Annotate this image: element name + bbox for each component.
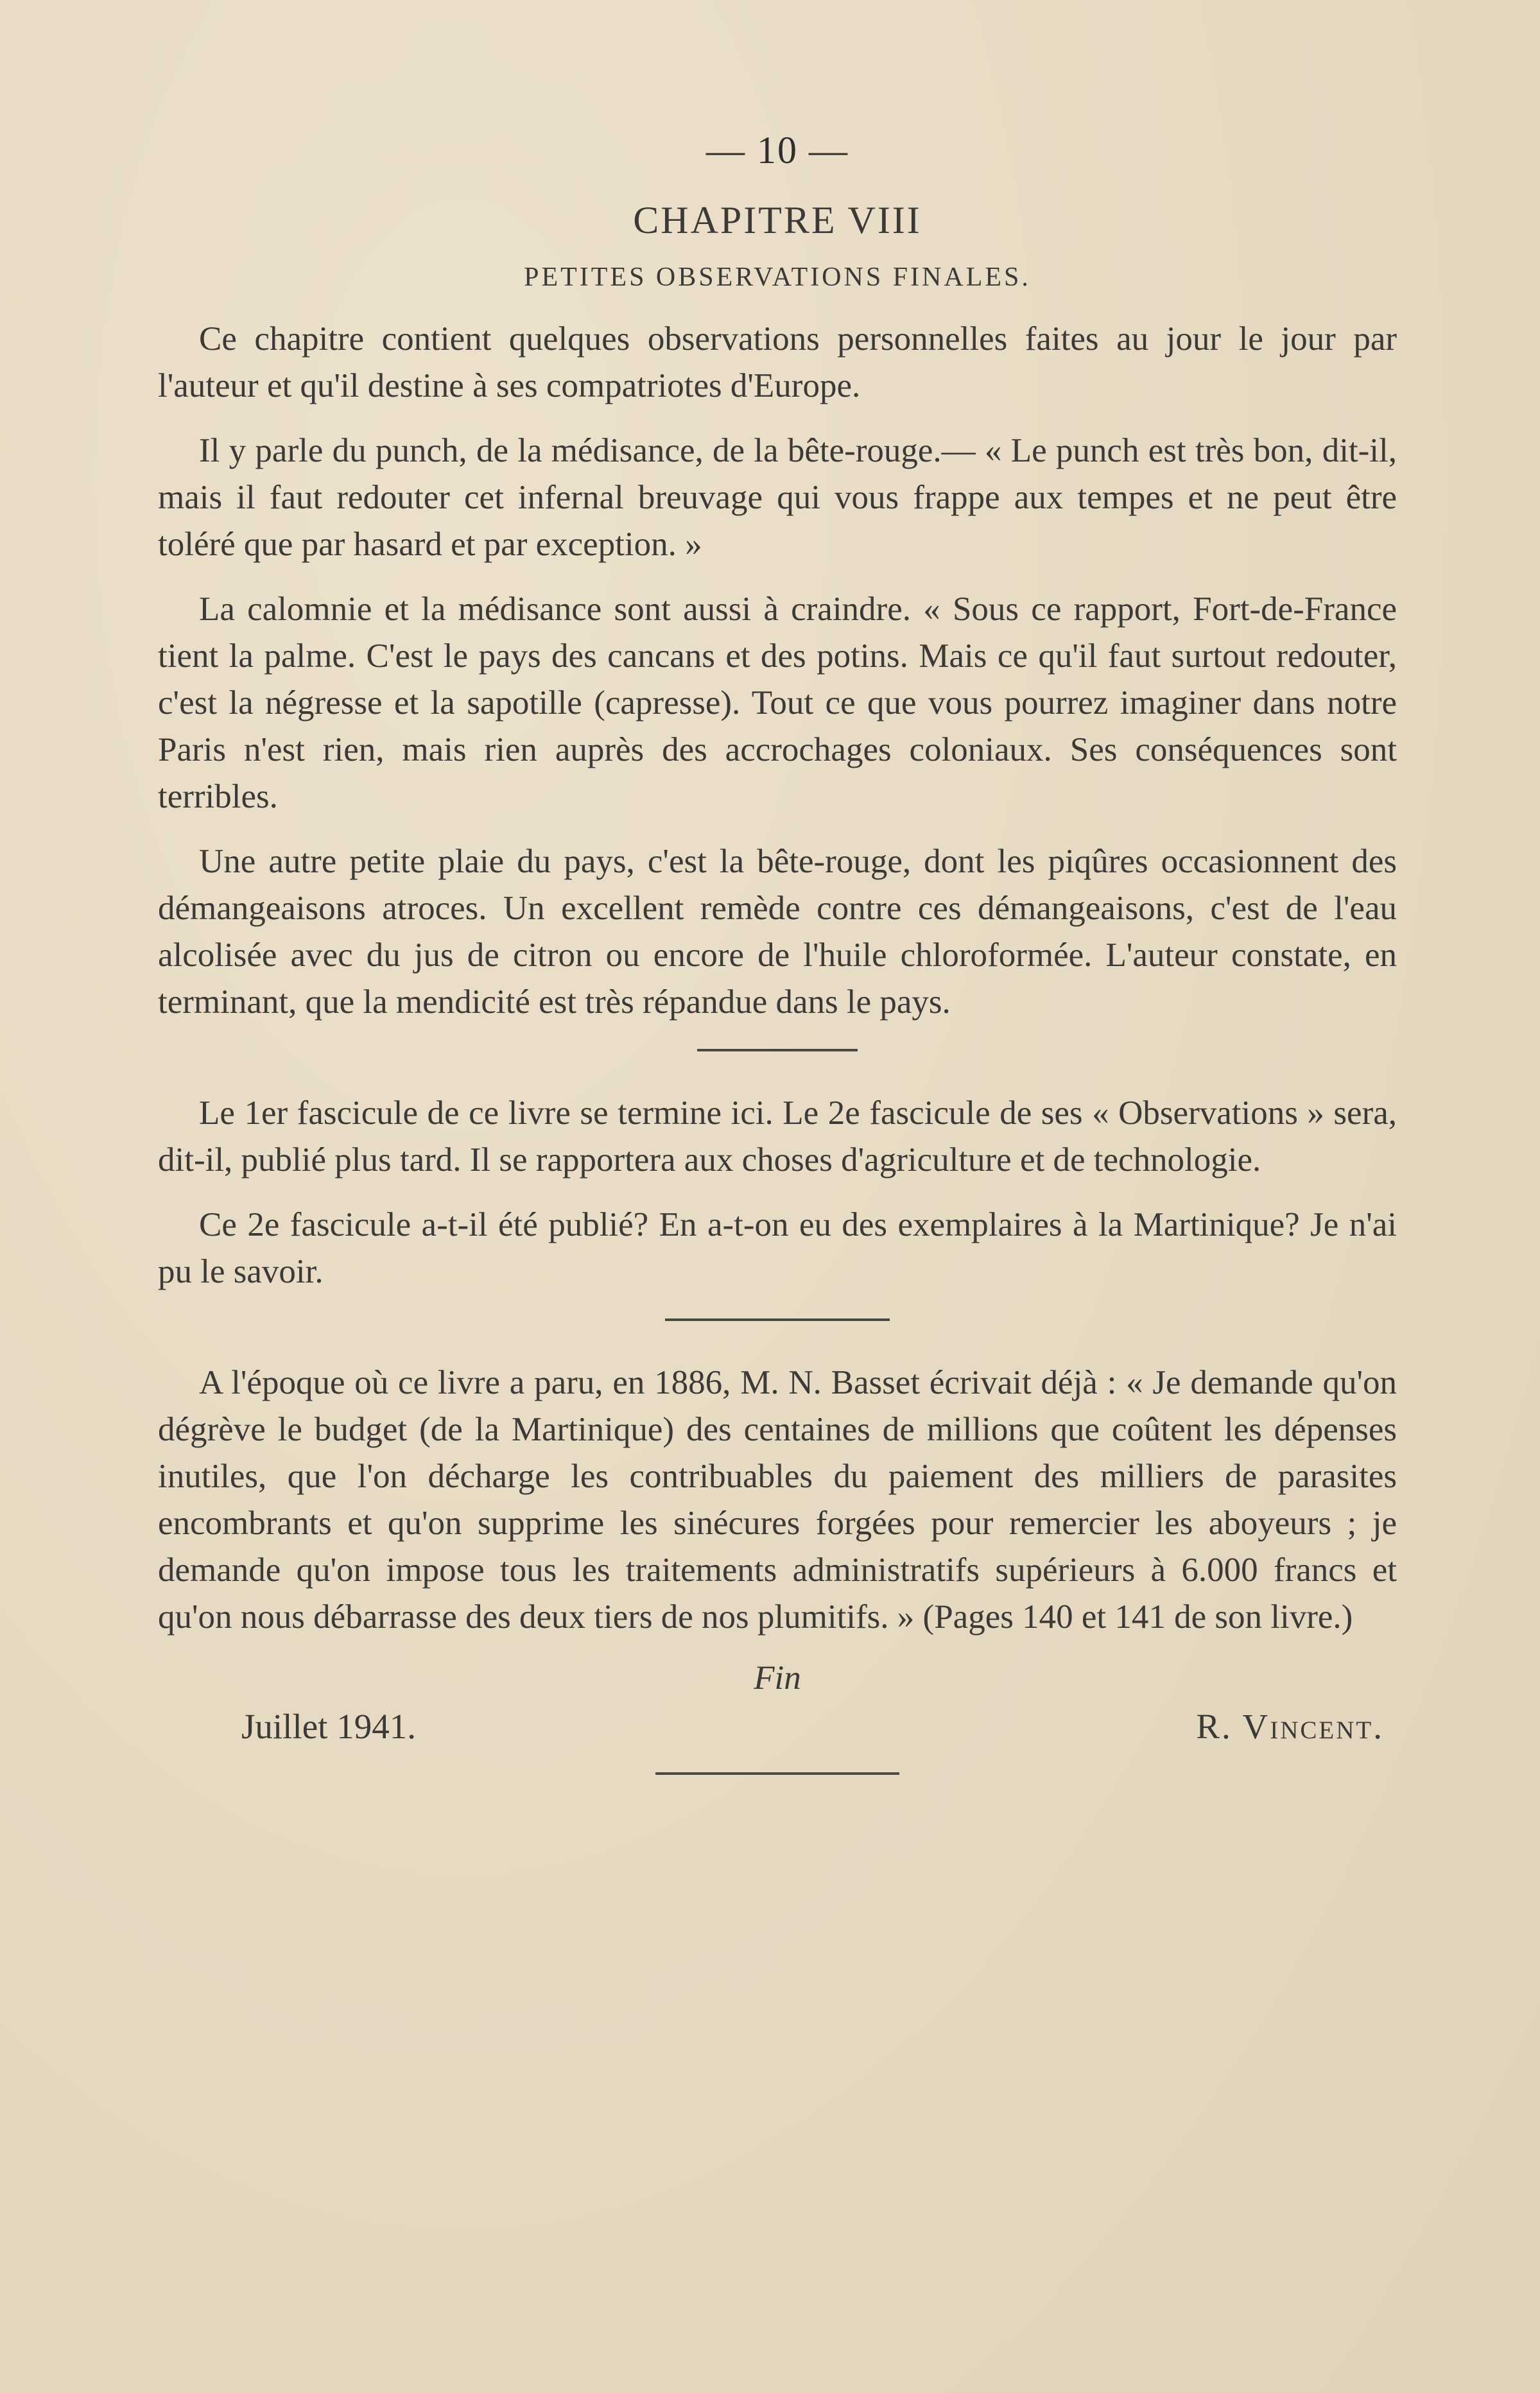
chapter-subtitle: PETITES OBSERVATIONS FINALES. bbox=[524, 263, 1031, 292]
document-page bbox=[158, 128, 1397, 1775]
paragraph: Ce chapitre contient quelques observations personnelles faites au jour le jour par l'auteur et qu'il destine à ses compatriotes d'Europe. bbox=[158, 320, 1397, 404]
section-divider bbox=[665, 1318, 890, 1321]
chapter-title: CHAPITRE VIII bbox=[633, 199, 922, 241]
fin-label: Fin bbox=[754, 1659, 801, 1697]
note-paragraph: Le 1er fascicule de ce livre se termine ici. Le 2e fascicule de ses « Observations » sera, dit-il, publié plus tard. Il se rapportera aux choses d'agriculture et de technologie. bbox=[158, 1094, 1397, 1179]
section-divider bbox=[697, 1049, 858, 1051]
signature-line bbox=[158, 1706, 1397, 1747]
author-name: R. Vincent. bbox=[1196, 1707, 1384, 1746]
page-number: — 10 — bbox=[706, 129, 849, 171]
date: Juillet 1941. bbox=[241, 1707, 416, 1746]
note-paragraph: Ce 2e fascicule a-t-il été publié? En a-t-on eu des exemplaires à la Martinique? Je n'ai pu le savoir. bbox=[158, 1206, 1397, 1290]
paragraph: Une autre petite plaie du pays, c'est la bête-rouge, dont les piqûres occasionnent des démangeaisons atroces. Un excellent remède contre ces démangeaisons, c'est de l'eau alcolisée avec du jus de citron ou encore de l'huile chloroformée. L'auteur constate, en terminant, que la mendicité est très répandue dans le pays. bbox=[158, 843, 1397, 1021]
final-paragraph: A l'époque où ce livre a paru, en 1886, M. N. Basset écrivait déjà : « Je demande qu'on dégrève le budget (de la Martinique) des centaines de millions que coûtent les dépenses inutiles, que l'on décharge les contribuables du paiement des milliers de parasites encombrants et qu'on supprime les sinécures forgées pour remercier les aboyeurs ; je demande qu'on impose tous les traitements administratifs supérieurs à 6.000 francs et qu'on nous débarrasse des deux tiers de nos plumitifs. » (Pages 140 et 141 de son livre.) bbox=[158, 1364, 1397, 1636]
paragraph: La calomnie et la médisance sont aussi à craindre. « Sous ce rapport, Fort-de-France tient la palme. C'est le pays des cancans et des potins. Mais ce qu'il faut surtout redouter, c'est la négresse et la sapotille (capresse). Tout ce que vous pourrez imaginer dans notre Paris n'est rien, mais rien auprès des accrochages coloniaux. Ses conséquences sont terribles. bbox=[158, 591, 1397, 815]
end-divider bbox=[655, 1772, 899, 1775]
paragraph: Il y parle du punch, de la médisance, de la bête-rouge.— « Le punch est très bon, dit-il, mais il faut redouter cet infernal breuvage qui vous frappe aux tempes et ne peut être toléré que par hasard et par exception. » bbox=[158, 432, 1397, 563]
